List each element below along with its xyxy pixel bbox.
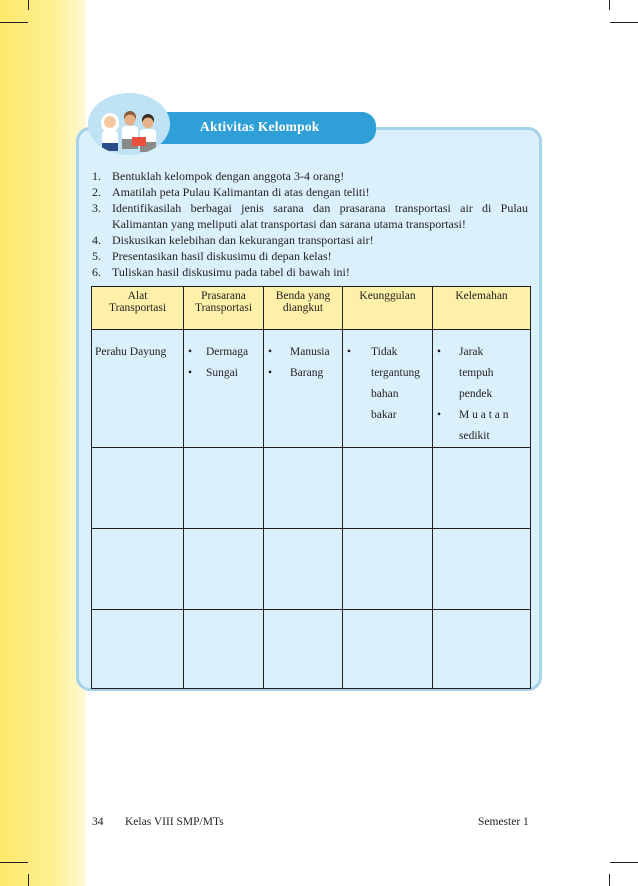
header-line: Kelemahan (455, 290, 508, 302)
cell-text: tempuh (459, 367, 494, 379)
table-row-empty (92, 529, 531, 610)
table-cell (433, 448, 531, 529)
instruction-item (92, 168, 528, 184)
header-line: Keunggulan (359, 290, 416, 302)
cell-prasarana (184, 330, 263, 384)
instruction-number: 3. (92, 201, 101, 215)
crop-mark (28, 0, 29, 10)
table-cell (184, 448, 264, 529)
table-cell (184, 529, 264, 610)
table-cell (184, 330, 264, 448)
crop-mark (28, 874, 29, 886)
list-item (437, 405, 526, 447)
bullet: • (188, 346, 193, 358)
table-cell (433, 330, 531, 448)
crop-mark (609, 874, 610, 886)
transport-table (91, 286, 531, 689)
list-item (188, 363, 259, 384)
instruction-item (92, 248, 528, 264)
column-header-alat (92, 287, 184, 330)
bullet: • (437, 346, 442, 358)
list-item (268, 363, 338, 384)
instruction-number: 6. (92, 265, 101, 279)
bullet: • (437, 409, 442, 421)
table-row-empty (92, 610, 531, 689)
table-cell (264, 448, 343, 529)
cell-alat-value: Perahu Dayung (95, 346, 167, 358)
list-item (347, 342, 428, 426)
header-line: Prasarana (201, 290, 246, 302)
instruction-text: Presentasikan hasil diskusimu di depan kelas! (112, 249, 332, 263)
side-color-band (0, 0, 86, 886)
column-header-keunggulan (343, 287, 433, 330)
instruction-text: Amatilah peta Pulau Kalimantan di atas dengan teliti! (112, 185, 370, 199)
cell-text: tergantung (371, 367, 420, 379)
bullet: • (268, 346, 273, 358)
cell-text: Jarak (459, 346, 484, 358)
bullet: • (347, 346, 352, 358)
cell-text: bakar (371, 409, 397, 421)
table-cell (264, 610, 343, 689)
table-row-empty (92, 448, 531, 529)
column-header-benda (264, 287, 343, 330)
cell-text: Tidak (371, 346, 398, 358)
instruction-text: Tuliskan hasil diskusimu pada tabel di bawah ini! (112, 265, 350, 279)
header-line: Transportasi (194, 302, 253, 314)
crop-mark (610, 22, 638, 23)
activity-title: Aktivitas Kelompok (200, 119, 320, 134)
instruction-number: 2. (92, 185, 101, 199)
book-title: Kelas VIII SMP/MTs (125, 816, 224, 828)
table-cell (264, 330, 343, 448)
crop-mark (610, 862, 638, 863)
page-number: 34 (92, 816, 104, 828)
column-header-kelemahan (433, 287, 531, 330)
table-cell (264, 529, 343, 610)
cell-text: Barang (290, 367, 324, 379)
crop-mark (609, 0, 610, 10)
instruction-list (92, 168, 528, 280)
table-cell (343, 610, 433, 689)
table-cell (343, 529, 433, 610)
cell-benda (264, 330, 342, 384)
cell-text: bahan (371, 388, 399, 400)
instruction-text: Diskusikan kelebihan dan kekurangan transportasi air! (112, 233, 374, 247)
instruction-item (92, 264, 528, 280)
cell-text: Sungai (206, 367, 238, 379)
cell-kelemahan (433, 330, 530, 447)
instruction-number: 1. (92, 169, 101, 183)
instruction-number: 4. (92, 233, 101, 247)
list-item (437, 342, 526, 405)
students-group-icon (88, 93, 170, 155)
column-header-prasarana (184, 287, 264, 330)
instruction-number: 5. (92, 249, 101, 263)
instruction-item (92, 232, 528, 248)
crop-mark (0, 22, 28, 23)
instruction-text: Identifikasilah berbagai jenis sarana dan prasarana transportasi air di Pulau Kalimantan yang meliputi alat transportasi dan sarana utama transportasi! (112, 201, 528, 231)
instruction-item (92, 200, 528, 232)
table-header-row (92, 287, 531, 330)
table-cell (92, 330, 184, 448)
table-cell (92, 529, 184, 610)
semester-label: Semester 1 (478, 816, 529, 828)
table-row (92, 330, 531, 448)
cell-text: Dermaga (206, 346, 249, 358)
header-line: Benda yang (275, 290, 331, 302)
cell-text: Manusia (290, 346, 330, 358)
cell-keunggulan (343, 330, 432, 426)
crop-mark (0, 862, 28, 863)
table-cell (92, 610, 184, 689)
bullet: • (188, 367, 193, 379)
table-cell (92, 448, 184, 529)
cell-text: sedikit (459, 430, 490, 442)
header-line: Transportasi (108, 302, 167, 314)
table-cell (433, 610, 531, 689)
instruction-item (92, 184, 528, 200)
cell-text: M u a t a n (459, 409, 509, 421)
instruction-text: Bentuklah kelompok dengan anggota 3-4 orang! (112, 169, 345, 183)
cell-text: pendek (459, 388, 493, 400)
list-item (268, 342, 338, 363)
table-cell (343, 448, 433, 529)
list-item (188, 342, 259, 363)
table-cell (433, 529, 531, 610)
table-cell (343, 330, 433, 448)
bullet: • (268, 367, 273, 379)
table-cell (184, 610, 264, 689)
header-line: diangkut (282, 302, 324, 314)
header-line: Alat (127, 290, 148, 302)
